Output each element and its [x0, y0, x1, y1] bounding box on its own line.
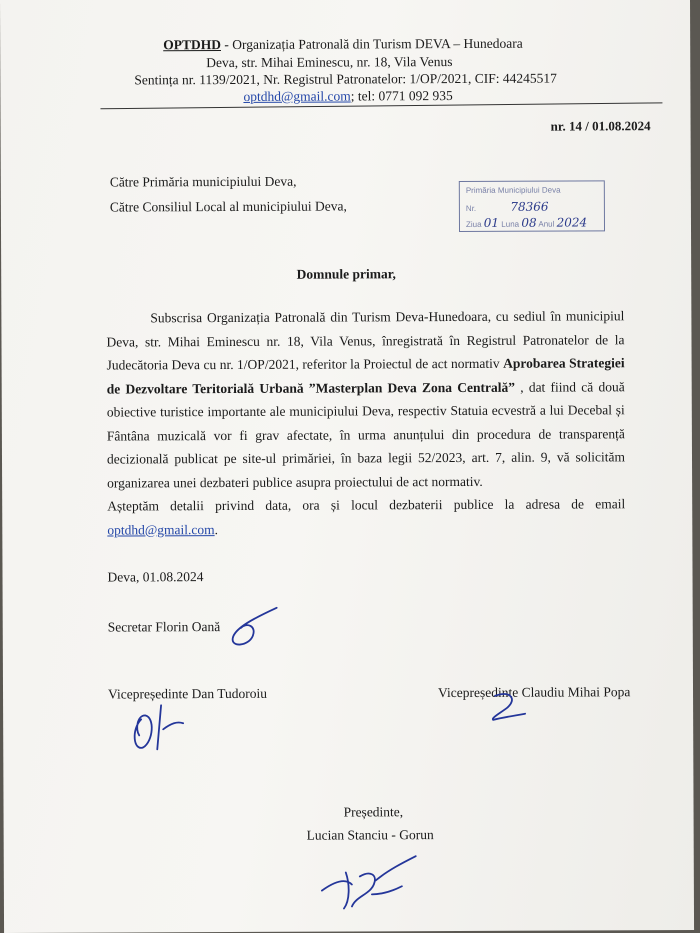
- body-paragraph-2: Așteptăm detalii privind data, ora și locul dezbaterii publice la adresa de email optdhd@gmail.com.: [107, 496, 626, 538]
- stamp-month-value: 08: [521, 215, 537, 230]
- org-code: OPTDHD: [163, 37, 221, 53]
- header-phone: ; tel: 0771 092 935: [350, 88, 453, 104]
- project-title: Aprobarea Strategiei de Dezvoltare Teritorială Urbană ”Masterplan Deva Zona Centrală”: [106, 355, 625, 397]
- secretary-signature: [225, 604, 295, 649]
- stamp-nr-label: Nr.: [465, 203, 477, 213]
- president-name: Lucian Stanciu - Gorun: [306, 827, 434, 843]
- org-name: - Organizația Patronală din Turism DEVA – Hunedoara: [220, 35, 523, 53]
- place-date: Deva, 01.08.2024: [107, 569, 204, 585]
- stamp-day-label: Ziua: [465, 219, 482, 229]
- registration-stamp: [459, 180, 605, 232]
- stamp-nr-value: 78366: [510, 199, 549, 214]
- header-email-link[interactable]: optdhd@gmail.com: [243, 88, 351, 104]
- stamp-title: Primăria Municipiului Deva: [465, 185, 561, 195]
- vicepresident-2-signature: [483, 688, 543, 728]
- vicepresident-1-name: Vicepreședinte Dan Tudoroiu: [107, 685, 267, 702]
- registration-number: nr. 14 / 01.08.2024: [550, 118, 651, 134]
- body-paragraph-1: Subscrisa Organizația Patronală din Turism Deva-Hunedoara, cu sediul în municipiul Deva, str. Mihai Eminescu nr. 18, Vila Venus, înregistrată în Registrul Patronatelor de la Judecătoria Deva cu nr. 1/OP/2021, referitor la Proiectul de act normativ Aprobarea Strategiei de Dezvoltare Teritorială Urbană ”Masterplan Deva Zona Centrală” , dat fiind că două obiective turistice importante ale municipiului Deva, respectiv Statuia ecvestră a lui Decebal și Fântâna muzicală vor fi grav afectate, în urma anunțului din procedura de transparență decizională publicat pe site-ul primăriei, în baza legii 52/2023, art. 7, alin. 9, vă solicităm organizarea unei dezbateri publice asupra proiectului de act normativ.: [106, 308, 626, 491]
- letter-body: [106, 304, 625, 541]
- letterhead-legal: Sentința nr. 1139/2021, Nr. Registrul Patronatelor: 1/OP/2021, CIF: 44245517: [134, 70, 557, 88]
- vicepresident-1-signature: [127, 699, 197, 759]
- body-email-link[interactable]: optdhd@gmail.com: [107, 521, 215, 538]
- recipient-line-2: Către Consiliul Local al municipiului Deva,: [109, 198, 347, 215]
- letterhead-line-1: [163, 35, 523, 54]
- stamp-day-value: 01: [483, 215, 500, 230]
- stamp-year-value: 2024: [556, 215, 588, 230]
- letterhead-contact: [243, 87, 452, 105]
- recipient-line-1: Către Primăria municipiului Deva,: [109, 173, 297, 190]
- letterhead-address: Deva, str. Mihai Eminescu, nr. 18, Vila Venus: [206, 54, 453, 71]
- president-signature: [316, 850, 426, 915]
- salutation: Domnule primar,: [296, 266, 396, 282]
- vicepresident-2-name: Vicepreședinte Claudiu Mihai Popa: [437, 684, 631, 701]
- stamp-year-label: Anul: [538, 219, 555, 229]
- president-title: Președinte,: [343, 804, 404, 820]
- secretary-name: Secretar Florin Oană: [107, 619, 221, 635]
- stamp-month-label: Luna: [501, 219, 520, 229]
